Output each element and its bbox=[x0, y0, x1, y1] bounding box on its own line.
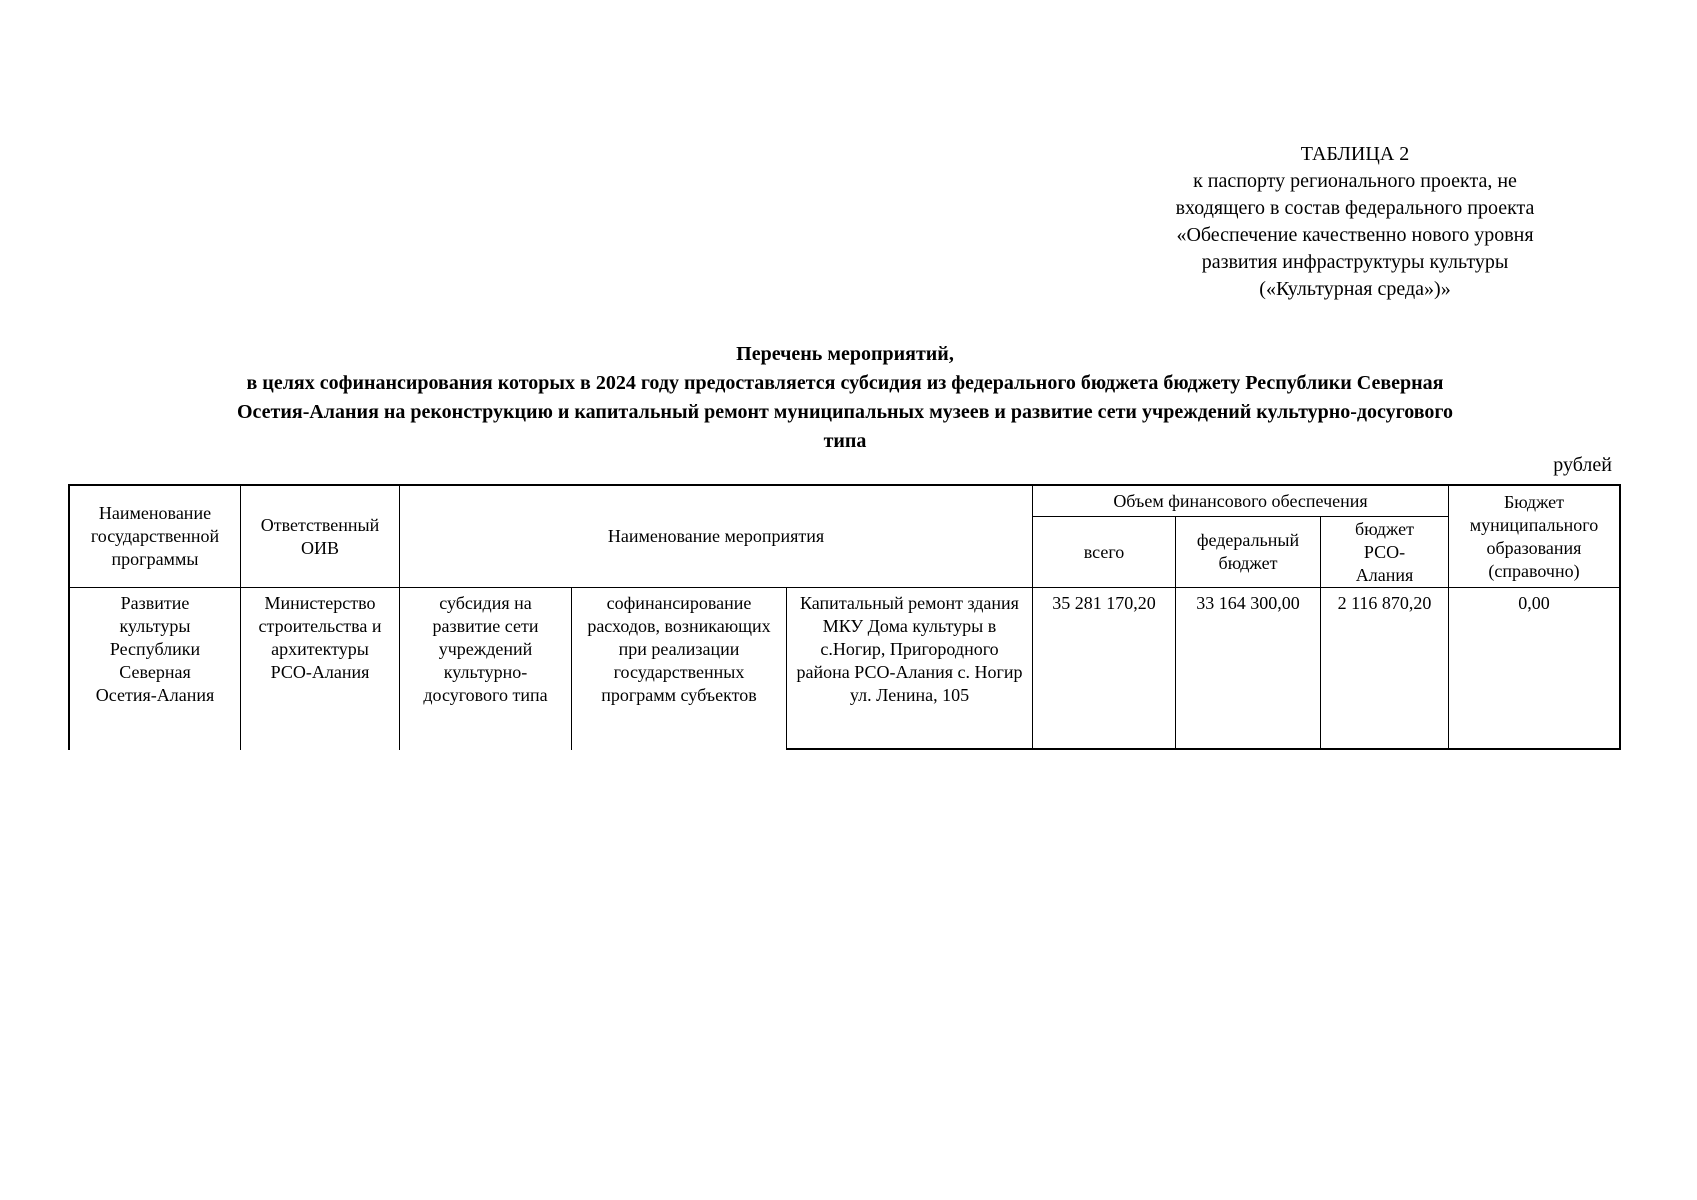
header-oiv: Ответственный ОИВ bbox=[260, 514, 380, 558]
title-line: типа bbox=[823, 430, 867, 452]
appendix-line: («Культурная среда»)» bbox=[1259, 278, 1451, 300]
table-rule bbox=[786, 748, 1621, 750]
document-title bbox=[80, 340, 1610, 456]
units-label: рублей bbox=[1553, 454, 1612, 476]
cell-event-object: Капитальный ремонт здания МКУ Дома культуры в с.Ногир, Пригородного района РСО-Алания с. Ногир ул. Ленина, 105 bbox=[796, 593, 1023, 705]
appendix-header bbox=[1120, 141, 1590, 303]
table-label: ТАБЛИЦА 2 bbox=[1300, 143, 1410, 165]
header-rso: бюджет РСО-Алания bbox=[1355, 518, 1414, 585]
cell-program: Развитие культуры Республики Северная Осетия-Алания bbox=[95, 593, 215, 705]
appendix-line: входящего в состав федерального проекта bbox=[1175, 197, 1535, 219]
header-event: Наименование мероприятия bbox=[607, 526, 825, 546]
cell-total: 35 281 170,20 bbox=[1052, 593, 1156, 613]
title-line: Перечень мероприятий, bbox=[736, 343, 954, 365]
cell-rso: 2 116 870,20 bbox=[1337, 593, 1432, 613]
header-federal: федеральный бюджет bbox=[1196, 530, 1300, 573]
cell-event-subsidy: субсидия на развитие сети учреждений культурно-досугового типа bbox=[423, 593, 548, 705]
cell-municipal: 0,00 bbox=[1518, 593, 1550, 613]
header-municipal: Бюджет муниципального образования (справочно) bbox=[1469, 491, 1599, 581]
appendix-line: к паспорту регионального проекта, не bbox=[1193, 170, 1517, 192]
table-border-right bbox=[1619, 484, 1621, 750]
cell-federal: 33 164 300,00 bbox=[1196, 593, 1300, 613]
title-line: в целях софинансирования которых в 2024 году предоставляется субсидия из федерального бюджета бюджету Республики Северная bbox=[246, 372, 1444, 394]
header-total: всего bbox=[1083, 541, 1125, 562]
funding-table bbox=[68, 484, 1621, 750]
appendix-line: развития инфраструктуры культуры bbox=[1201, 251, 1509, 273]
header-funding-group: Объем финансового обеспечения bbox=[1113, 490, 1368, 511]
cell-event-cofinancing: софинансирование расходов, возникающих при реализации государственных программ субъектов bbox=[587, 593, 771, 705]
header-program: Наименование государственной программы bbox=[90, 503, 220, 569]
cell-oiv: Министерство строительства и архитектуры РСО-Алания bbox=[258, 593, 382, 682]
title-line: Осетия-Алания на реконструкцию и капитальный ремонт муниципальных музеев и развитие сети учреждений культурно-досугового bbox=[236, 401, 1453, 423]
appendix-line: «Обеспечение качественно нового уровня bbox=[1176, 224, 1534, 246]
